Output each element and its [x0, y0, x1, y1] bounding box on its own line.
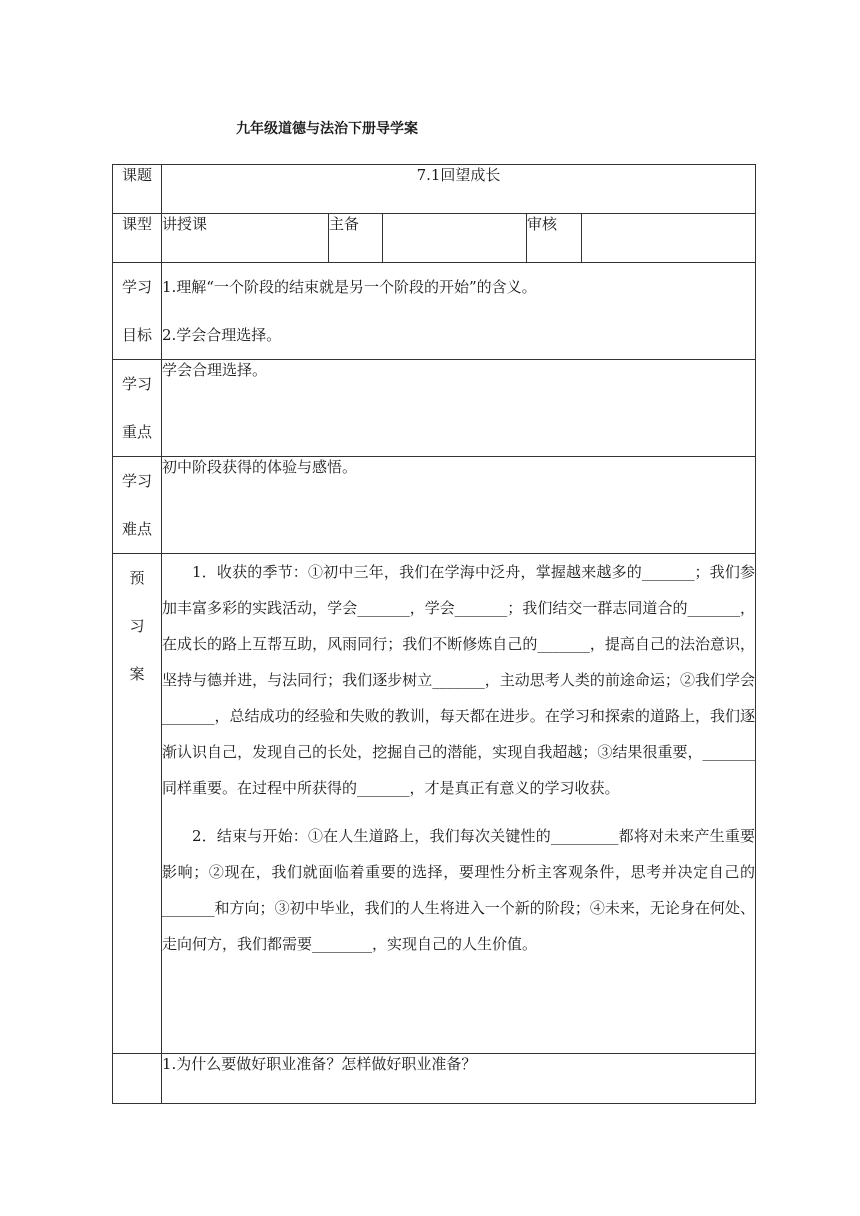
- key-value: 学会合理选择。: [162, 360, 756, 457]
- difficulty-label-line-1: 学习: [121, 472, 152, 490]
- question-value: 1.为什么要做好职业准备？怎样做好职业准备？: [162, 1054, 756, 1104]
- document-title: 九年级道德与法治下册导学案: [236, 121, 418, 137]
- preparer-label: 主备: [329, 214, 383, 263]
- goal-item-2: 2.学会合理选择。: [162, 326, 282, 344]
- reviewer-value: [582, 214, 756, 263]
- preview-content: [162, 554, 756, 1054]
- key-label-line-2: 重点: [121, 423, 152, 441]
- type-row: [113, 214, 756, 263]
- reviewer-label: 审核: [527, 214, 582, 263]
- preview-paragraph-1: 1．收获的季节：①初中三年，我们在学海中泛舟，掌握越来越多的_______；我们参加丰富多彩的实践活动，学会_______，学会_______；我们结交一群志同道合的_______，在成长的路上互帮互助，风雨同行；我们不断修炼自己的_______，提高自己的法治意识，坚持与德并进，与法同行；我们逐步树立_______，主动思考人类的前途命运；②我们学会_______，总结成功的经验和失败的教训，每天都在进步。在学习和探索的道路上，我们逐渐认识自己，发现自己的长处，挖掘自己的潜能，实现自我超越；③结果很重要，_______同样重要。在过程中所获得的_______，才是真正有意义的学习收获。: [162, 563, 756, 797]
- preview-label: [113, 554, 162, 1054]
- question-row: [113, 1054, 756, 1104]
- key-row: [113, 360, 756, 457]
- goal-item-1: 1.理解“一个阶段的结束就是另一个阶段的开始”的含义。: [162, 278, 537, 296]
- preview-label-char-3: 案: [129, 665, 145, 683]
- topic-label: 课题: [113, 165, 162, 214]
- study-plan-table: [112, 164, 756, 1104]
- preparer-value: [383, 214, 527, 263]
- preview-row: [113, 554, 756, 1054]
- type-value: 讲授课: [162, 214, 329, 263]
- topic-row: [113, 165, 756, 214]
- goals-label-line-2: 目标: [121, 326, 152, 344]
- goals-label-line-1: 学习: [121, 278, 152, 296]
- question-label: [113, 1054, 162, 1104]
- goals-content: [162, 263, 756, 360]
- goals-row: [113, 263, 756, 360]
- difficulty-value: 初中阶段获得的体验与感悟。: [162, 457, 756, 554]
- key-label-line-1: 学习: [121, 375, 152, 393]
- topic-value: 7.1回望成长: [162, 165, 756, 214]
- difficulty-label: [113, 457, 162, 554]
- preview-paragraph-2: 2．结束与开始：①在人生道路上，我们每次关键性的_________都将对未来产生重要影响；②现在，我们就面临着重要的选择，要理性分析主客观条件，思考并决定自己的_______和方向；③初中毕业，我们的人生将进入一个新的阶段；④未来，无论身在何处、走向何方，我们都需要________，实现自己的人生价值。: [162, 827, 756, 953]
- difficulty-label-line-2: 难点: [121, 520, 152, 538]
- preview-label-char-2: 习: [129, 617, 145, 635]
- preview-label-char-1: 预: [129, 569, 145, 587]
- type-label: 课型: [113, 214, 162, 263]
- goals-label: [113, 263, 162, 360]
- key-label: [113, 360, 162, 457]
- difficulty-row: [113, 457, 756, 554]
